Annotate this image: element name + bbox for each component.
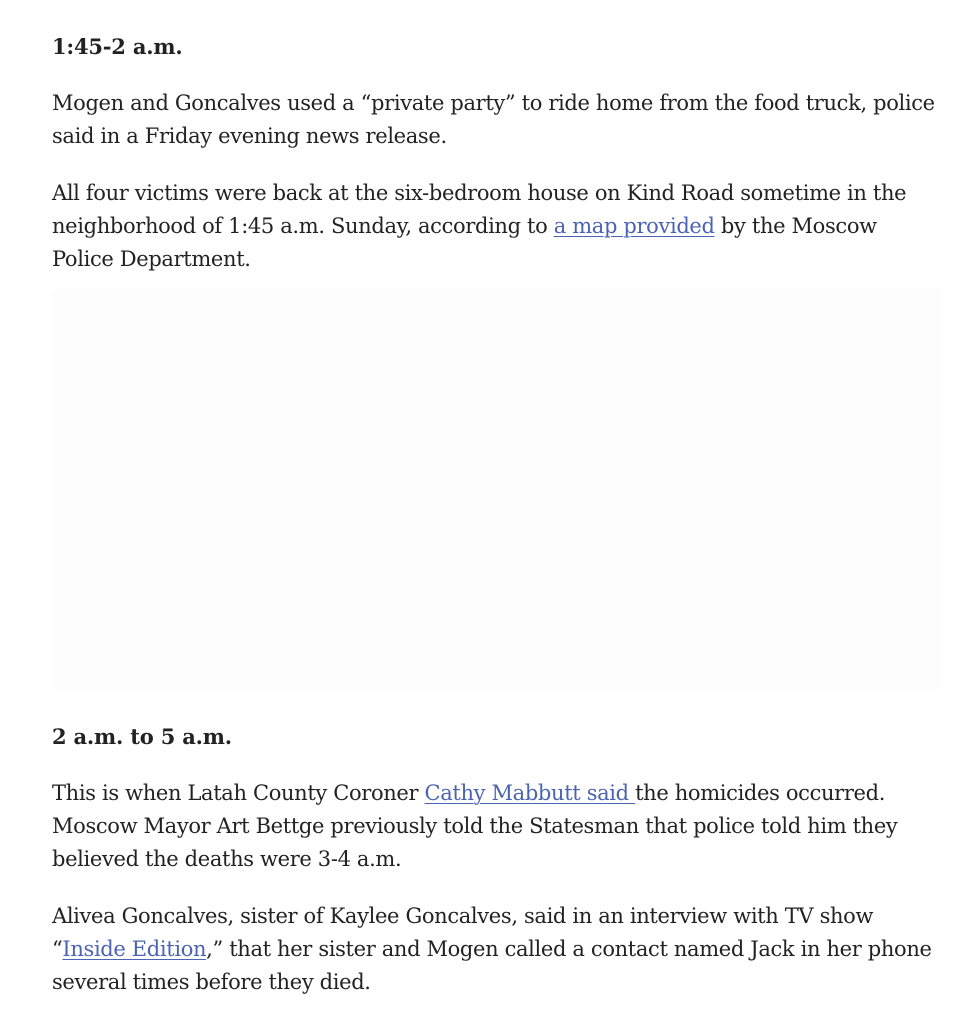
paragraph-victims-back-home: [52, 177, 942, 276]
paragraph-coroner: [52, 777, 942, 876]
paragraph-text-before-link: This is when Latah County Coroner: [52, 781, 425, 805]
section-heading-homicide-window: 2 a.m. to 5 a.m.: [52, 724, 232, 749]
map-provided-link[interactable]: a map provided: [553, 214, 715, 238]
section-heading-early-morning: 1:45-2 a.m.: [52, 34, 183, 59]
inside-edition-link[interactable]: Inside Edition: [62, 937, 207, 961]
paragraph-text-before-link: All four victims were back at the six-bedroom house on Kind Road sometime in the neighborhood of 1:45 a.m. Sunday, according to: [52, 181, 907, 238]
paragraph-inside-edition: [52, 900, 942, 999]
paragraph-text-before-link: Alivea Goncalves, sister of Kaylee Goncalves, said in an interview with TV show “: [52, 904, 874, 961]
paragraph-text-after-link: the homicides occurred. Moscow Mayor Art Bettge previously told the Statesman that police told him they believed the deaths were 3-4 a.m.: [52, 781, 898, 871]
cathy-mabbutt-said-link[interactable]: Cathy Mabbutt said: [424, 781, 636, 805]
paragraph-text-after-link: ,” that her sister and Mogen called a contact named Jack in her phone several times before they died.: [52, 937, 932, 994]
paragraph-text-after-link: by the Moscow Police Department.: [52, 214, 877, 271]
paragraph-text: Mogen and Goncalves used a “private party” to ride home from the food truck, police said in a Friday evening news release.: [52, 91, 935, 148]
paragraph-private-party: [52, 87, 942, 153]
blank-ad-space: [52, 290, 942, 690]
